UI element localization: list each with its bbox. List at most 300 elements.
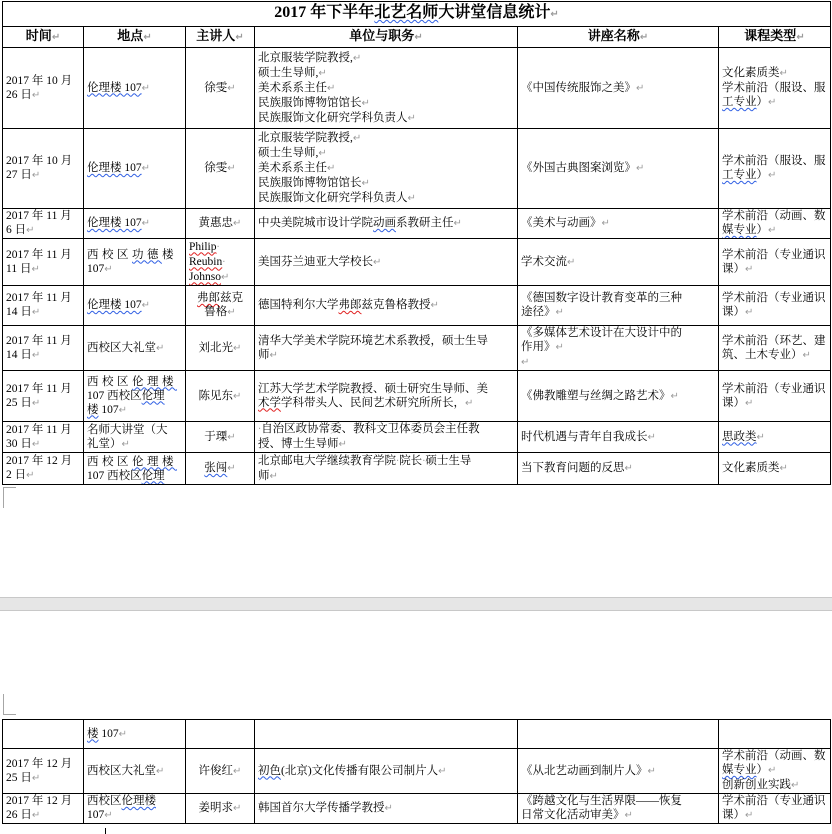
text-line	[87, 375, 182, 389]
text-line	[189, 430, 251, 445]
text-line	[189, 81, 251, 96]
table-cell[interactable]	[719, 794, 831, 824]
text-line	[521, 161, 715, 176]
formatting-mark: ↵	[233, 803, 242, 814]
column-header[interactable]	[518, 27, 719, 48]
cell-text: 民族服饰文化研究学科负责人	[258, 192, 408, 204]
text-line	[258, 96, 514, 111]
table-cell[interactable]	[84, 239, 186, 286]
cell-text: 西校区	[87, 795, 122, 807]
text-line	[722, 291, 827, 305]
table-cell[interactable]	[518, 453, 719, 485]
cell-text: 《美术与动画》	[521, 217, 602, 229]
cell-text: 院长	[399, 454, 423, 467]
formatting-mark: ↵	[141, 82, 151, 94]
text-line	[258, 764, 514, 779]
header-row	[3, 27, 831, 48]
text-line	[189, 291, 251, 305]
table-cell[interactable]	[255, 453, 518, 485]
text-line	[722, 168, 827, 183]
cell-text: 伦理	[141, 389, 165, 402]
text-line	[521, 808, 715, 823]
text-line	[87, 403, 182, 418]
text-line	[6, 771, 80, 786]
text-line	[521, 81, 715, 96]
table-cell[interactable]	[186, 371, 255, 422]
formatting-mark: ↵	[220, 271, 230, 283]
text-line	[258, 131, 514, 146]
cell-text: 弗郎	[338, 299, 362, 311]
formatting-mark: ↵	[796, 32, 805, 43]
cell-text: 初色	[258, 764, 281, 777]
table-cell[interactable]	[719, 371, 831, 422]
cell-text: 美术系系主任	[258, 81, 327, 94]
cell-text: 地点	[117, 28, 144, 43]
cell-text: 美术系系主任	[258, 162, 327, 174]
table-row	[3, 286, 831, 326]
text-line	[258, 111, 514, 126]
table-cell[interactable]	[719, 453, 831, 485]
text-line	[722, 396, 827, 411]
table-cell[interactable]	[719, 239, 831, 286]
cell-text: 《中国传统服饰之美》	[521, 81, 636, 94]
formatting-mark: ↵	[601, 218, 610, 229]
formatting-mark: ↵	[143, 32, 152, 43]
cell-text: 筑、土木专业）	[722, 348, 803, 361]
text-line	[258, 801, 514, 816]
table-cell[interactable]	[255, 720, 518, 749]
cell-text: 创新创业实践	[722, 779, 791, 791]
formatting-mark: ↵	[227, 163, 236, 174]
cell-text: 伦理楼 107	[87, 299, 142, 311]
formatting-mark: ·	[422, 455, 426, 467]
cell-text: 学术前沿（动画、数	[722, 750, 826, 762]
formatting-mark: ↵	[26, 225, 35, 236]
formatting-mark: ↵	[624, 810, 633, 821]
table-cell[interactable]	[255, 209, 518, 239]
table-cell[interactable]	[255, 239, 518, 286]
text-line	[521, 340, 715, 355]
formatting-mark: ↵	[745, 810, 754, 821]
text-line	[6, 168, 80, 183]
cell-text: 学术前沿（动画、数	[722, 210, 826, 222]
formatting-mark: ↵	[438, 765, 447, 777]
cell-text: 2017 年 11 月	[6, 382, 72, 395]
cell-text: 文化素质类	[722, 67, 780, 79]
table-cell[interactable]	[84, 453, 186, 485]
formatting-mark: ↵	[227, 463, 236, 474]
text-line	[189, 29, 251, 45]
text-line	[722, 461, 827, 476]
text-line	[521, 326, 715, 340]
text-line	[258, 191, 514, 206]
formatting-mark: ↵	[156, 765, 165, 777]
table-cell[interactable]	[518, 720, 719, 749]
column-header[interactable]	[3, 27, 84, 48]
formatting-mark: ↵	[233, 342, 242, 354]
table-cell[interactable]	[186, 326, 255, 371]
table-cell[interactable]	[719, 286, 831, 326]
text-line	[6, 757, 80, 771]
text-line	[6, 382, 80, 396]
cell-text: 107	[98, 727, 119, 740]
text-line	[258, 176, 514, 191]
table-cell[interactable]	[518, 422, 719, 453]
text-line	[87, 216, 182, 231]
text-line	[521, 355, 715, 370]
formatting-mark: ↵	[233, 218, 242, 229]
text-line	[6, 396, 80, 411]
text-line	[258, 161, 514, 176]
formatting-mark: ↵	[647, 765, 656, 777]
text-line	[6, 423, 80, 437]
formatting-mark: ↵	[227, 431, 236, 443]
formatting-mark: ↵	[802, 349, 811, 361]
formatting-mark: ↵	[373, 256, 382, 268]
formatting-mark: ↵	[555, 307, 564, 318]
table-cell[interactable]	[186, 286, 255, 326]
text-line	[722, 262, 827, 277]
text-line	[189, 305, 251, 320]
table-cell[interactable]	[3, 129, 84, 209]
text-line	[87, 455, 182, 469]
table-cell[interactable]	[3, 453, 84, 485]
cell-text: 学术前沿（专业通识	[722, 795, 826, 807]
formatting-mark: ↵	[768, 225, 777, 236]
cell-text: 当下教育问题的反思	[521, 462, 625, 474]
cell-text: 课程类型	[744, 28, 797, 43]
table-cell[interactable]	[186, 48, 255, 129]
text-line	[722, 382, 827, 396]
table-cell[interactable]	[84, 286, 186, 326]
table-cell[interactable]	[84, 326, 186, 371]
cell-text: 系教研主任	[396, 217, 454, 229]
formatting-mark: ↵	[453, 218, 462, 229]
text-line	[258, 146, 514, 161]
table-cell[interactable]	[84, 720, 186, 749]
formatting-mark: ↵	[31, 307, 41, 318]
cell-text: 2017 年 11 月	[6, 210, 72, 222]
formatting-mark: ↵	[624, 463, 633, 474]
table-cell[interactable]	[719, 749, 831, 794]
cell-text: 韩国首尔大学传播学教授	[258, 802, 385, 814]
formatting-mark: ↵	[670, 390, 679, 402]
table-cell[interactable]	[255, 422, 518, 453]
text-line	[87, 808, 182, 823]
cell-text: 伦理楼 107	[87, 81, 142, 94]
cell-text: 2017 年下半年	[274, 4, 375, 21]
lecture-stats-table-page1	[2, 1, 831, 485]
table-cell[interactable]	[518, 239, 719, 286]
cell-text: 师	[258, 469, 270, 482]
cell-text: 许俊红	[198, 764, 234, 777]
text-line	[189, 161, 251, 176]
formatting-mark: ↵	[791, 780, 800, 791]
table-cell[interactable]	[3, 239, 84, 286]
text-line	[87, 341, 182, 356]
table-cell[interactable]	[3, 371, 84, 422]
text-line	[6, 29, 80, 45]
table-cell[interactable]	[3, 286, 84, 326]
page-gap	[2, 485, 832, 719]
table-cell[interactable]	[719, 129, 831, 209]
table-cell[interactable]	[719, 720, 831, 749]
formatting-mark: ·	[216, 241, 220, 253]
cell-text: ）	[756, 169, 768, 181]
formatting-mark: ↵	[31, 89, 41, 101]
cell-text: 硕士生导师,	[258, 147, 319, 159]
text-line	[258, 334, 514, 348]
formatting-mark: ↵	[647, 431, 656, 443]
cell-text: 文化素质类	[722, 462, 780, 474]
cell-text: 14 日	[6, 306, 32, 318]
cell-text: 26 日	[6, 809, 32, 821]
cell-text: 学术前沿（专业通识	[722, 248, 826, 261]
cell-text: 西校区大礼堂	[87, 764, 156, 777]
table-row	[3, 209, 831, 239]
text-line	[258, 29, 514, 45]
formatting-mark: ↵	[639, 32, 649, 43]
text-line	[87, 764, 182, 779]
table-cell[interactable]	[719, 48, 831, 129]
table-cell[interactable]	[84, 749, 186, 794]
text-line	[258, 348, 514, 363]
formatting-mark: ↵	[567, 256, 576, 268]
cell-text: 107 西校区	[87, 389, 142, 402]
cell-text: 西校区	[87, 248, 132, 261]
cell-text: 楼	[87, 727, 99, 740]
cell-text: 于瑮	[204, 430, 228, 443]
column-header[interactable]	[255, 27, 518, 48]
cell-text: 课）	[722, 396, 745, 409]
page-break-band	[0, 597, 832, 611]
table-row	[3, 794, 831, 824]
text-line	[258, 66, 514, 81]
text-line	[6, 154, 80, 168]
formatting-mark: ↵	[361, 178, 370, 189]
text-line	[189, 461, 251, 476]
formatting-mark: ↵	[636, 163, 645, 174]
cell-text: 学术前沿（专业通识	[722, 382, 826, 395]
table-cell[interactable]	[255, 48, 518, 129]
table-cell[interactable]	[518, 326, 719, 371]
cell-text: 楼	[87, 403, 99, 416]
cell-text: 学术前沿（环艺、建	[722, 334, 826, 347]
text-line	[6, 2, 827, 26]
margin-cropmark-top-left	[3, 694, 16, 715]
cell-text: 伦理楼	[132, 375, 177, 388]
text-line	[258, 51, 514, 66]
table-cell[interactable]	[518, 286, 719, 326]
table-cell[interactable]	[3, 326, 84, 371]
formatting-mark: ↵	[521, 357, 530, 368]
table-cell[interactable]	[255, 794, 518, 824]
cell-text: 德国特利尔大学	[258, 299, 339, 311]
text-line	[6, 248, 80, 262]
table-cell[interactable]	[255, 326, 518, 371]
cell-text: 江苏大学艺术学院教授、硕士研究生导师、美	[258, 382, 488, 395]
table-cell[interactable]	[255, 371, 518, 422]
text-line	[87, 727, 182, 742]
table-cell[interactable]	[518, 48, 719, 129]
formatting-mark: ↵	[465, 397, 474, 409]
formatting-mark: ↵	[352, 52, 362, 64]
table-row	[3, 326, 831, 371]
cell-text: 2017 年 11 月	[6, 292, 72, 304]
text-line	[258, 81, 514, 96]
formatting-mark: ↵	[269, 349, 278, 361]
text-line	[722, 29, 827, 45]
cell-text: 伦理	[141, 469, 165, 482]
text-line	[521, 255, 715, 270]
cell-text: 媒专业	[722, 224, 757, 236]
formatting-mark: ↵	[31, 810, 41, 821]
text-line	[258, 298, 514, 313]
table-cell[interactable]	[255, 749, 518, 794]
text-line	[189, 240, 251, 255]
text-line	[722, 430, 827, 445]
cell-text: 伦理楼 107	[87, 217, 142, 229]
table-cell[interactable]	[84, 794, 186, 824]
cell-text: 民族服饰博物馆馆长	[258, 96, 362, 109]
formatting-mark: ↵	[141, 218, 151, 229]
document-title[interactable]	[3, 2, 831, 27]
table-row	[3, 48, 831, 129]
formatting-mark: ↵	[121, 438, 130, 450]
text-line	[258, 382, 514, 396]
table-cell[interactable]	[518, 129, 719, 209]
cell-text: 功德	[132, 248, 162, 261]
cell-text: 西校区	[87, 375, 132, 388]
table-cell[interactable]	[3, 48, 84, 129]
cell-text: 30 日	[6, 437, 32, 450]
table-cell[interactable]	[518, 749, 719, 794]
text-line	[87, 794, 182, 808]
cell-text: 弗郎	[197, 292, 220, 304]
table-cell[interactable]	[719, 209, 831, 239]
cell-text: 北京服装学院教授,	[258, 51, 353, 64]
cell-text: ）	[756, 96, 768, 108]
text-line	[258, 396, 514, 411]
cell-text: 6 日	[6, 224, 27, 236]
column-header[interactable]	[719, 27, 831, 48]
table-cell[interactable]	[186, 422, 255, 453]
cell-text: 2017 年 10 月	[6, 155, 73, 167]
table-cell[interactable]	[719, 326, 831, 371]
cell-text: 姜明求	[198, 802, 234, 814]
table-cell[interactable]	[719, 422, 831, 453]
table-cell[interactable]	[84, 422, 186, 453]
cell-text: 媒专业	[722, 764, 757, 776]
formatting-mark: ↵	[26, 470, 35, 481]
cell-text: 2017 年 12 月	[6, 757, 73, 770]
cell-text: 西校区大礼堂	[87, 341, 156, 354]
table-cell[interactable]	[255, 286, 518, 326]
table-cell[interactable]	[3, 720, 84, 749]
table-cell[interactable]	[518, 209, 719, 239]
table-cell[interactable]	[3, 209, 84, 239]
table-cell[interactable]	[186, 749, 255, 794]
table-cell[interactable]	[186, 794, 255, 824]
formatting-mark: ·	[222, 256, 226, 268]
formatting-mark: ↵	[233, 765, 242, 777]
text-line	[87, 298, 182, 313]
cell-text: 主讲人	[196, 28, 236, 43]
table-cell[interactable]	[186, 239, 255, 286]
table-cell[interactable]	[186, 129, 255, 209]
text-line	[6, 262, 80, 277]
formatting-mark: ↵	[235, 32, 244, 43]
table-cell[interactable]	[3, 422, 84, 453]
table-cell[interactable]	[84, 209, 186, 239]
table-cell[interactable]	[255, 129, 518, 209]
table-cell[interactable]	[518, 371, 719, 422]
formatting-mark: ↵	[269, 470, 278, 482]
table-cell[interactable]	[3, 794, 84, 824]
text-line	[722, 66, 827, 81]
cell-text: 民族服饰博物馆馆长	[258, 177, 362, 189]
text-line	[6, 334, 80, 348]
formatting-mark: ↵	[361, 97, 370, 109]
formatting-mark: ·	[396, 455, 400, 467]
text-line	[189, 764, 251, 779]
formatting-mark: ↵	[227, 82, 236, 94]
table-cell[interactable]	[3, 749, 84, 794]
cell-text: 学科带头人、民间艺术研究所所长，	[281, 396, 465, 409]
text-line	[722, 778, 827, 793]
text-line	[722, 749, 827, 763]
column-header[interactable]	[84, 27, 186, 48]
table-cell[interactable]	[186, 209, 255, 239]
formatting-mark: ↵	[779, 68, 788, 79]
formatting-mark: ↵	[227, 307, 236, 318]
table-cell[interactable]	[518, 794, 719, 824]
text-line	[189, 270, 251, 285]
formatting-mark: ↵	[156, 342, 165, 354]
text-line	[189, 216, 251, 231]
text-line	[6, 223, 80, 238]
text-line	[87, 248, 182, 262]
cell-text: 2 日	[6, 469, 27, 481]
cell-text: 课）	[722, 306, 745, 318]
cell-text: 师	[258, 348, 270, 361]
table-cell[interactable]	[84, 48, 186, 129]
formatting-mark: ↵	[636, 82, 645, 94]
cell-text: Johnso	[189, 270, 221, 283]
table-cell[interactable]	[186, 453, 255, 485]
table-cell[interactable]	[84, 129, 186, 209]
text-line	[87, 389, 182, 403]
table-cell[interactable]	[186, 720, 255, 749]
cell-text: 2017 年 11 月	[6, 423, 72, 436]
cell-text: 硕士生导	[425, 454, 472, 467]
text-line	[189, 255, 251, 270]
column-header[interactable]	[186, 27, 255, 48]
cell-text: 兹克	[220, 292, 243, 304]
formatting-mark: ↵	[327, 82, 336, 94]
cell-text: ）	[756, 224, 768, 236]
table-cell[interactable]	[84, 371, 186, 422]
formatting-mark: ↵	[352, 133, 362, 144]
text-line	[258, 454, 514, 469]
cell-text: 时代机遇与青年自我成长	[521, 430, 648, 443]
cell-text: 107	[87, 262, 105, 275]
text-line	[722, 305, 827, 320]
formatting-mark: ↵	[327, 163, 336, 174]
cell-text: 26 日	[6, 88, 32, 101]
cell-text: 伦理楼	[121, 795, 156, 807]
text-line	[722, 223, 827, 238]
